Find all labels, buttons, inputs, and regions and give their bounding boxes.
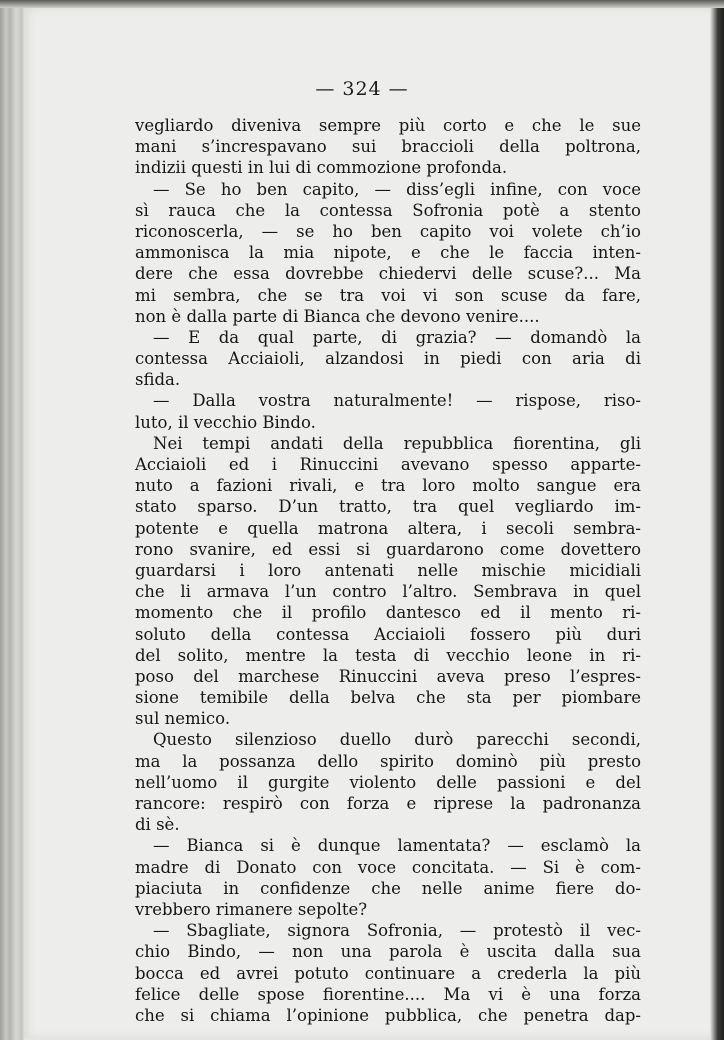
right-shadow-edge [710,0,724,1040]
text-line: sì rauca che la contessa Sofronia potè a stento [135,200,641,220]
text-line: che si chiama l’opinione pubblica, che penetra dap- [135,1005,641,1025]
text-line: Acciaioli ed i Rinuccini avevano spesso apparte- [135,455,641,474]
text-line: vegliardo diveniva sempre più corto e che le sue [135,116,641,135]
text-line: nell’uomo il gurgite violento delle passioni e del [135,772,641,792]
text-line: sione temibile della belva che sta per piombare [135,688,641,708]
text-line: mi sembra, che se tra voi vi son scuse da fare, [135,285,641,305]
text-line: sfida. [135,370,181,390]
text-line: — Se ho ben capito, — diss’egli infine, con voce [153,179,641,199]
text-line: piaciuta in confidenze che nelle anime fiere do- [135,878,641,898]
text-line: luto, il vecchio Bindo. [135,412,316,432]
text-line: — Dalla vostra naturalmente! — rispose, riso- [153,391,641,411]
text-line: rono svanire, ed essi si guardarono come dovettero [135,539,641,559]
text-line: dere che essa dovrebbe chiedervi delle scuse?... Ma [135,264,641,284]
text-line: nuto a fazioni rivali, e tra loro molto sangue era [135,476,641,496]
text-line: Nei tempi andati della repubblica fiorentina, gli [153,433,641,453]
text-line: — Bianca si è dunque lamentata? — esclamò la [153,836,641,856]
text-line: non è dalla parte di Bianca che devono venire.... [135,306,540,326]
text-line: stato sparso. D’un tratto, tra quel vegliardo im- [135,497,641,517]
text-line: — E da qual parte, di grazia? — domandò la [153,327,641,347]
text-line: ma la possanza dello spirito dominò più presto [135,751,641,771]
text-line: madre di Donato con voce concitata. — Si è com- [135,857,641,877]
text-line: felice delle spose fiorentine.... Ma vi è una forza [135,984,641,1004]
text-line: Questo silenzioso duello durò parecchi secondi, [153,730,641,750]
top-shadow-edge [0,0,724,8]
page-number: — 324 — [315,78,409,100]
text-line: poso del marchese Rinuccini aveva preso l’espres- [135,666,641,686]
text-line: contessa Acciaioli, alzandosi in piedi con aria di [135,349,641,369]
text-line: guardarsi i loro antenati nelle mischie micidiali [135,560,641,580]
text-line: potente e quella matrona altera, i secoli sembra- [135,518,641,538]
text-line: soluto della contessa Acciaioli fossero più duri [135,624,641,644]
text-line: del solito, mentre la testa di vecchio leone in ri- [135,645,641,665]
text-line: indizii questi in lui di commozione profonda. [135,158,508,178]
text-line: — Sbagliate, signora Sofronia, — protestò il vec- [153,921,641,941]
text-line: ammonisca la mia nipote, e che le faccia inten- [135,243,641,263]
book-binding-edge [0,0,24,1040]
text-line: vrebbero rimanere sepolte? [135,899,368,919]
text-line: riconoscerla, — se ho ben capito voi volete ch’io [135,221,641,241]
text-line: momento che il profilo dantesco ed il mento ri- [135,603,641,623]
text-line: di sè. [135,815,180,835]
body-text [135,115,641,1026]
text-line: rancore: respirò con forza e riprese la padronanza [135,794,641,813]
text-line: mani s’increspavano sui braccioli della poltrona, [135,137,641,157]
text-line: bocca ed avrei potuto continuare a crederla la più [135,963,641,983]
text-line: chio Bindo, — non una parola è uscita dalla sua [135,942,641,962]
text-line: sul nemico. [135,709,231,729]
text-line: che li armava l’un contro l’altro. Sembrava in quel [135,582,641,602]
